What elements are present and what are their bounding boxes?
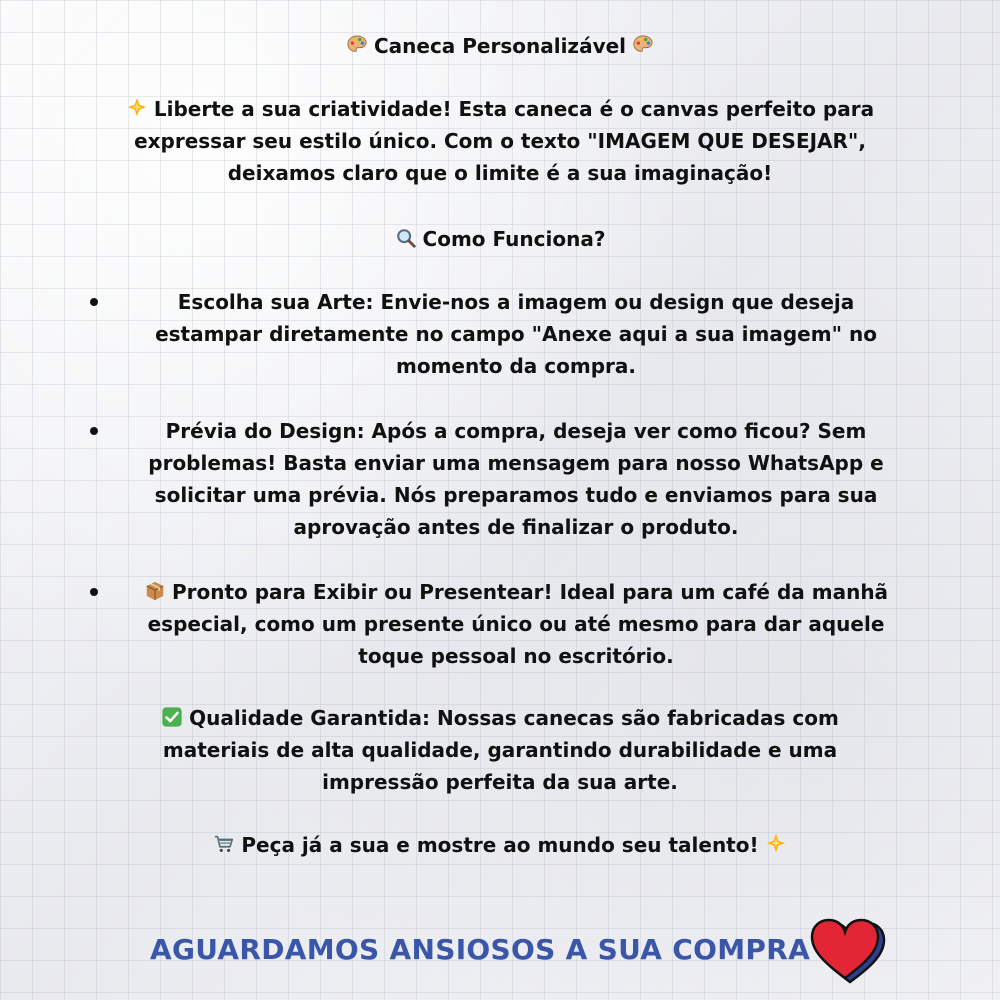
package-icon [144,580,166,602]
bullet-2-line-1: Prévia do Design: Após a compra, deseja ver como ficou? Sem [165,419,867,443]
bullet-3-line-3: toque pessoal no escritório. [358,644,674,668]
bullet-1-line-1: Escolha sua Arte: Envie-nos a imagem ou design que deseja [177,290,855,314]
check-box-icon [161,706,183,728]
shopping-cart-icon [213,833,235,855]
sparkle-star-icon [765,833,787,855]
quality-line-2: materiais de alta qualidade, garantindo durabilidade e uma [162,738,838,762]
page-title: Caneca Personalizável [373,34,627,58]
intro-line-1: Liberte a sua criatividade! Esta caneca é o canvas perfeito para [60,93,940,125]
how-heading: Como Funciona? [60,223,940,255]
magnifier-icon [395,227,417,249]
intro-line-2: expressar seu estilo único. Com o texto "IMAGEM QUE DESEJAR", [134,129,866,153]
quality-line-3: impressão perfeita da sua arte. [322,770,678,794]
bullet-3-line-2: especial, como um presente único ou até mesmo para dar aquele [147,612,885,636]
sparkle-star-icon [126,97,148,119]
intro-line-3: deixamos claro que o limite é a sua imaginação! [227,161,773,185]
bullet-3-line-1: Pronto para Exibir ou Presentear! Ideal para um café da manhã [96,576,936,608]
cta-line: Peça já a sua e mostre ao mundo seu talento! [60,829,940,861]
bullet-2-line-3: solicitar uma prévia. Nós preparamos tudo e enviamos para sua [154,483,878,507]
bullet-2-line-2: problemas! Basta enviar uma mensagem para nosso WhatsApp e [148,451,884,475]
footer-banner: AGUARDAMOS ANSIOSOS A SUA COMPRA [150,933,811,966]
heart-icon [810,918,886,984]
title-line [60,30,940,62]
quality-line-1: Qualidade Garantida: Nossas canecas são fabricadas com [60,702,940,734]
bullet-1-line-2: estampar diretamente no campo "Anexe aqui a sua imagem" no [155,322,877,346]
bullet-2-line-4: aprovação antes de finalizar o produto. [293,515,739,539]
palette-icon [632,34,654,56]
bullet-1-line-3: momento da compra. [396,354,636,378]
palette-icon [346,34,368,56]
